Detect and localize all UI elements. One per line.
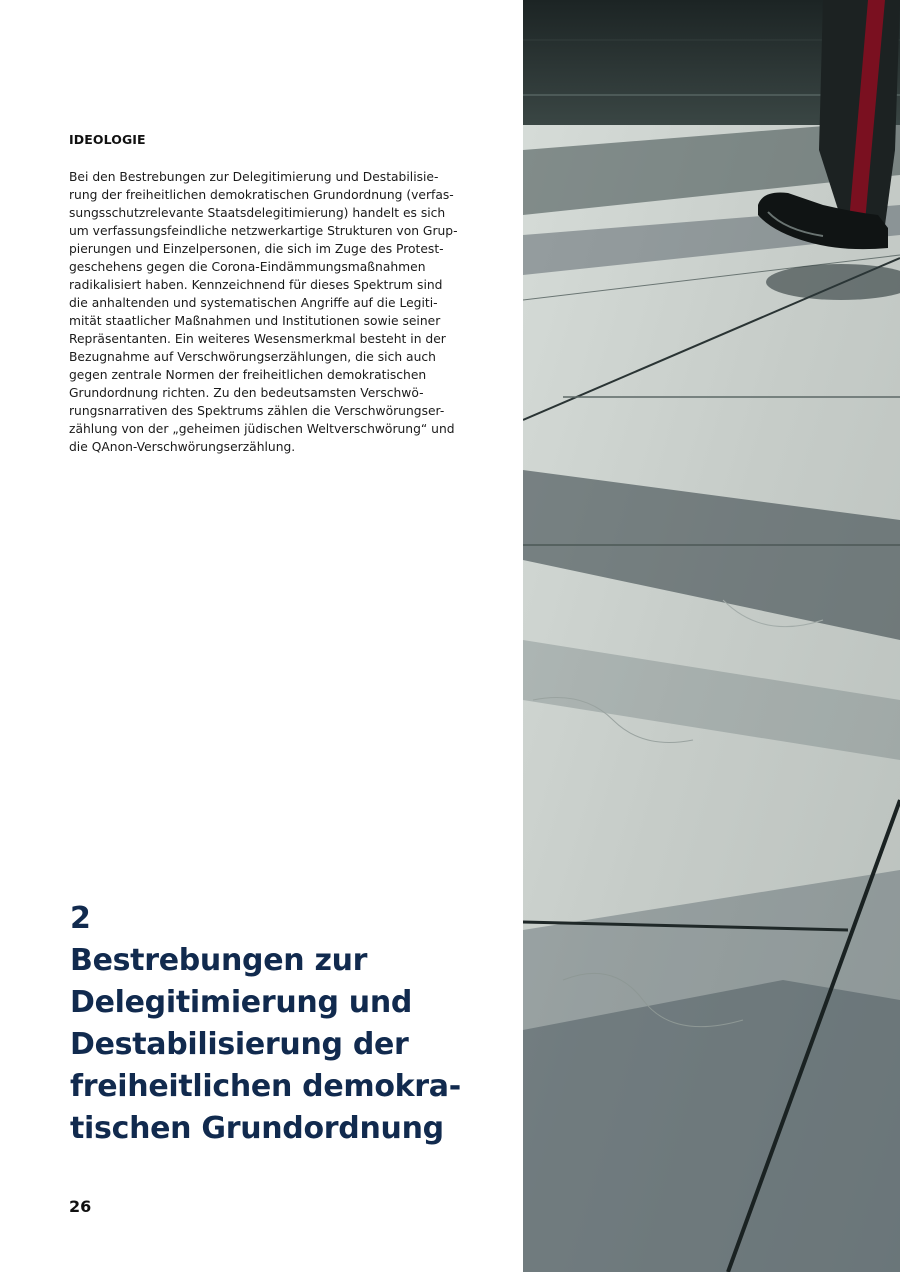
body-line: Bei den Bestrebungen zur Delegitimierung und Destabilisie-	[69, 170, 439, 184]
body-line: rungsnarrativen des Spektrums zählen die Verschwörungser-	[69, 404, 445, 418]
chapter-title-line: tischen Grundordnung	[70, 1111, 444, 1146]
page-number: 26	[69, 1197, 92, 1216]
body-line: zählung von der „geheimen jüdischen Weltverschwörung“ und	[69, 422, 455, 436]
body-line: Bezugnahme auf Verschwörungserzählungen, die sich auch	[69, 350, 436, 364]
body-line: mität staatlicher Maßnahmen und Institutionen sowie seiner	[69, 314, 441, 328]
floor-photo-image	[523, 0, 900, 1272]
body-paragraph	[69, 168, 458, 456]
body-line: radikalisiert haben. Kennzeichnend für dieses Spektrum sind	[69, 278, 443, 292]
chapter-heading	[70, 898, 510, 1150]
chapter-title-line: freiheitlichen demokra-	[70, 1069, 461, 1104]
chapter-number: 2	[70, 901, 91, 936]
body-line: sungsschutzrelevante Staatsdelegitimierung) handelt es sich	[69, 206, 446, 220]
body-line: die anhaltenden und systematischen Angriffe auf die Legiti-	[69, 296, 438, 310]
chapter-title-line: Delegitimierung und	[70, 985, 413, 1020]
body-line: rung der freiheitlichen demokratischen Grundordnung (verfas-	[69, 188, 454, 202]
body-line: pierungen und Einzelpersonen, die sich im Zuge des Protest-	[69, 242, 444, 256]
body-line: Repräsentanten. Ein weiteres Wesensmerkmal besteht in der	[69, 332, 446, 346]
floor-photo	[523, 0, 900, 1272]
body-line: um verfassungsfeindliche netzwerkartige Strukturen von Grup-	[69, 224, 458, 238]
body-line: Grundordnung richten. Zu den bedeutsamsten Verschwö-	[69, 386, 424, 400]
chapter-title-line: Bestrebungen zur	[70, 943, 368, 978]
chapter-title-line: Destabilisierung der	[70, 1027, 409, 1062]
section-label: IDEOLOGIE	[69, 132, 146, 147]
body-line: die QAnon-Verschwörungserzählung.	[69, 440, 296, 454]
body-line: geschehens gegen die Corona-Eindämmungsmaßnahmen	[69, 260, 426, 274]
body-line: gegen zentrale Normen der freiheitlichen demokratischen	[69, 368, 427, 382]
